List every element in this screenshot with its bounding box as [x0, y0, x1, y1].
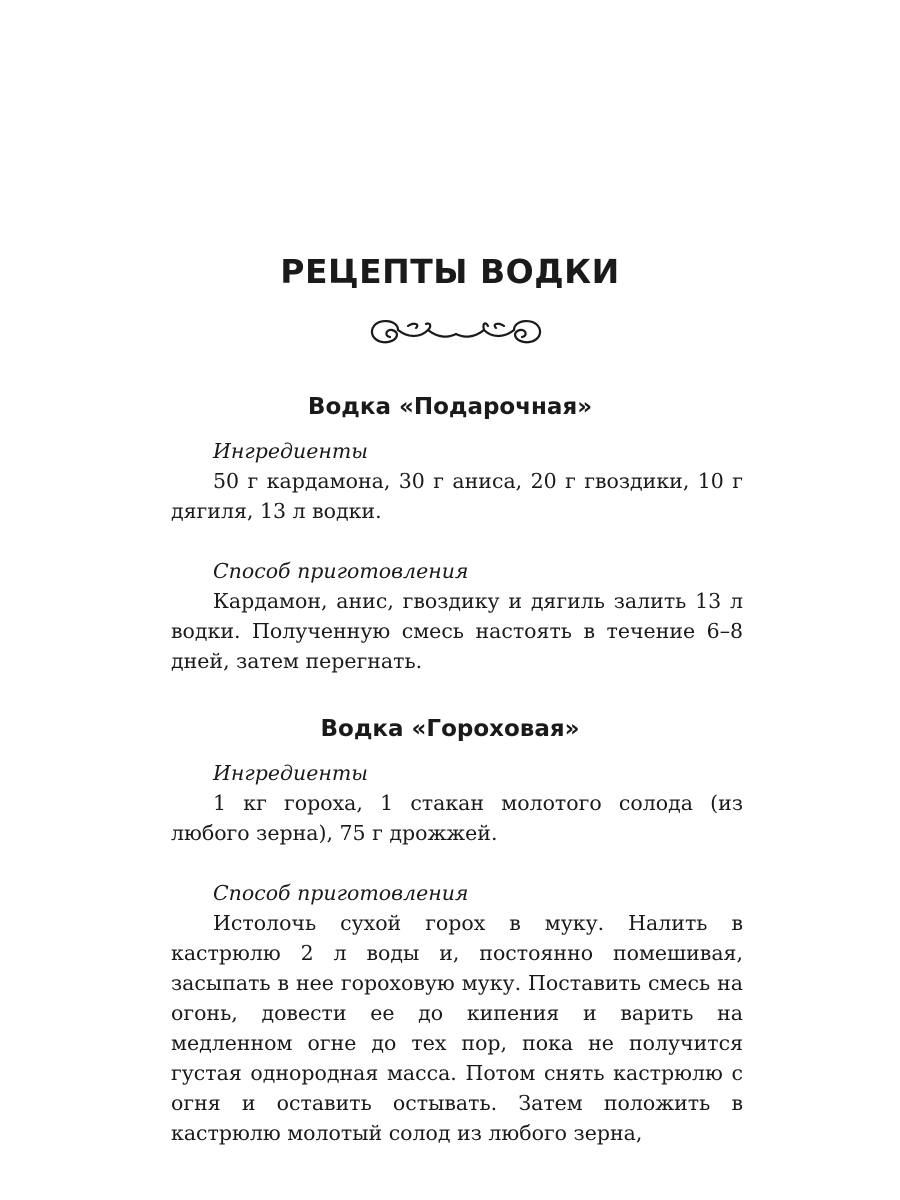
flourish-ornament-icon [368, 312, 544, 348]
chapter-title: РЕЦЕПТЫ ВОДКИ [280, 252, 620, 291]
ingredients-text: 1 кг гороха, 1 стакан молотого солода (из любого зерна), 75 г дрожжей. [171, 791, 743, 845]
method-text: Кардамон, анис, гвоздику и дягиль залить 13 л водки. Полученную смесь настоять в течение 6–8 дней, затем перегнать. [171, 589, 743, 673]
method-label: Способ приготовления [213, 881, 469, 905]
recipe-title: Водка «Гороховая» [320, 716, 580, 742]
method-label: Способ приготовления [213, 559, 469, 583]
ingredients-text: 50 г кардамона, 30 г аниса, 20 г гвоздики, 10 г дягиля, 13 л водки. [171, 469, 743, 523]
recipe-ingredients-block [171, 436, 743, 526]
ingredients-label: Ингредиенты [213, 439, 368, 463]
recipe-method-block [171, 878, 743, 1148]
recipe-method-block [171, 556, 743, 676]
recipe-title: Водка «Подарочная» [307, 394, 593, 420]
recipe-ingredients-block [171, 758, 743, 848]
ingredients-label: Ингредиенты [213, 761, 368, 785]
method-text: Истолочь сухой горох в муку. Налить в кастрюлю 2 л воды и, постоянно помешивая, засыпать в нее гороховую муку. Поставить смесь на огонь, довести ее до кипения и варить на медленном огне до тех пор, пока не получится густая однородная масса. Потом снять кастрюлю с огня и оставить остывать. Затем положить в кастрюлю молотый солод из любого зерна, [171, 911, 743, 1145]
